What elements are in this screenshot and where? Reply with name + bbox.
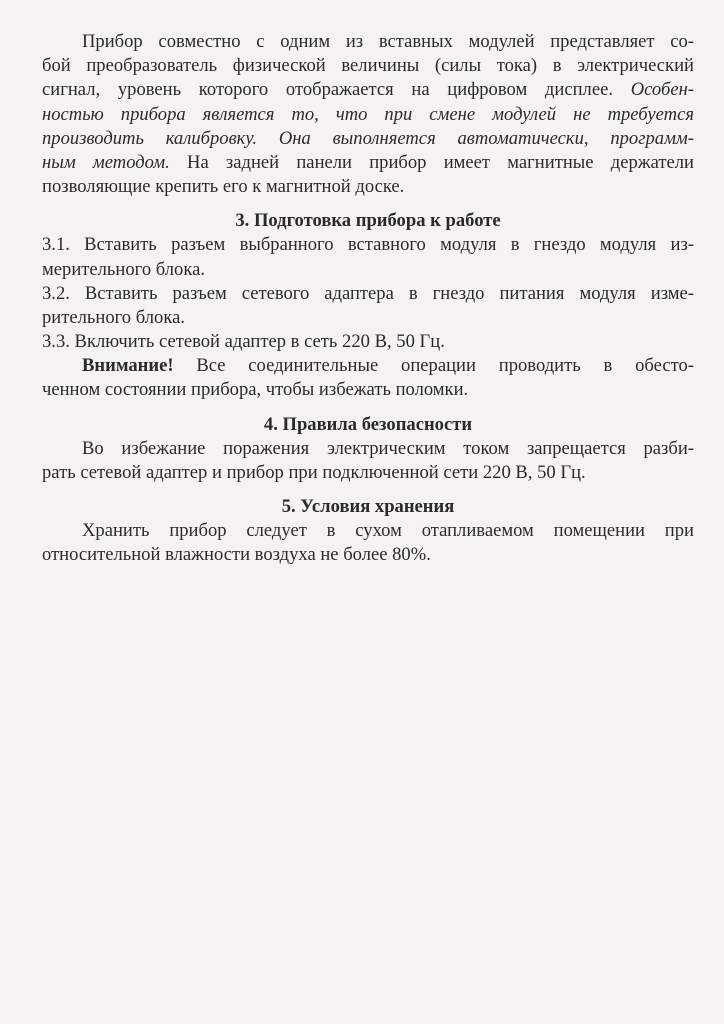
section-safety [42,413,694,485]
text-line: позволяющие крепить его к магнитной доске. [42,176,405,198]
text-line: рать сетевой адаптер и прибор при подключенной сети 220 В, 50 Гц. [42,461,586,483]
text-line: 3.3. Включить сетевой адаптер в сеть 220 В, 50 Гц. [42,331,445,353]
text-line: 3.2. Вставить разъем сетевого адаптера в гнездо питания модуля изме- [42,282,694,304]
section-preparation [42,209,694,402]
warning-label: Внимание! [82,355,174,377]
section-heading: 5. Условия хранения [281,496,455,517]
italic-span: производить калибровку. Она выполняется автоматически, программ- [42,127,694,149]
text-span: Все соединительные операции проводить в обесто- [173,355,694,377]
text-line: относительной влажности воздуха не более 80%. [42,544,431,566]
text-line: рительного блока. [42,306,185,328]
document-body [42,30,694,567]
text-line: бой преобразователь физической величины (силы тока) в электрический [42,55,694,77]
section-heading: 4. Правила безопасности [263,413,473,435]
intro-paragraph [42,30,694,199]
text-span: сигнал, уровень которого отображается на цифровом дисплее. [42,79,631,101]
text-line [42,103,694,127]
text-line: Во избежание поражения электрическим током запрещается разби- [82,437,694,459]
italic-span: ным методом. [42,151,170,173]
text-line: Прибор совместно с одним из вставных модулей представляет со- [82,31,694,52]
section-heading: 3. Подготовка прибора к работе [235,210,501,232]
text-line [42,78,694,102]
section-storage [42,495,694,567]
text-line [42,151,694,175]
text-line: Хранить прибор следует в сухом отапливаемом помещении при [82,520,694,541]
text-span: На задней панели прибор имеет магнитные держатели [169,151,694,173]
text-line: мерительного блока. [42,258,205,280]
text-line: ченном состоянии прибора, чтобы избежать поломки. [42,379,469,401]
italic-span: ностью прибора является то, что при смене модулей не требуется [42,103,694,125]
text-line: 3.1. Вставить разъем выбранного вставного модуля в гнездо модуля из- [42,234,694,256]
italic-span: Особен- [630,79,694,101]
warning-line [42,354,694,378]
text-line [42,127,694,151]
